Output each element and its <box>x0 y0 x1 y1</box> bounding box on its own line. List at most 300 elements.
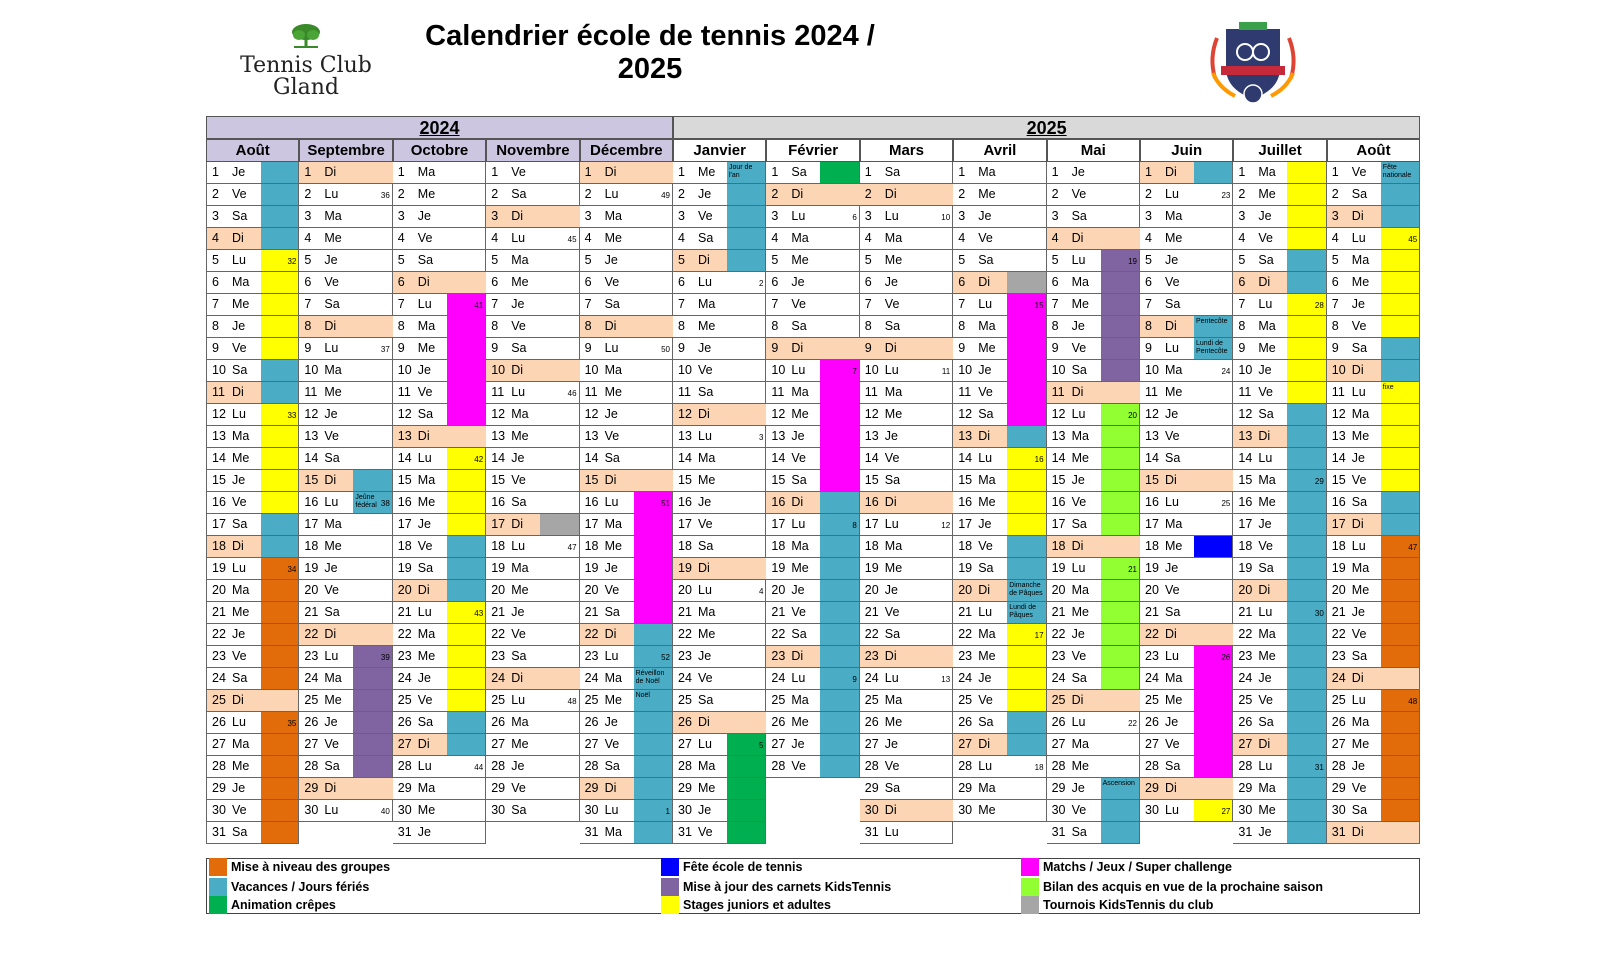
day-number: 4 <box>1238 231 1246 245</box>
weekday-abbr: Lu <box>1165 803 1179 817</box>
day-label <box>304 272 339 293</box>
day-number: 28 <box>304 759 319 773</box>
weekday-abbr: Ve <box>978 693 993 707</box>
weekday-abbr: Ma <box>511 715 529 729</box>
day-number: 29 <box>1238 781 1253 795</box>
month-header: Janvier <box>673 139 766 162</box>
day-number: 30 <box>397 803 412 817</box>
weekday-abbr: Je <box>232 781 246 795</box>
week-number: 49 <box>661 191 670 200</box>
weekday-abbr: Ma <box>417 319 436 333</box>
day-cell <box>766 316 859 338</box>
day-cell <box>673 228 766 250</box>
day-cell <box>206 778 299 800</box>
weekday-abbr: Di <box>1351 671 1364 685</box>
day-label <box>771 734 804 755</box>
weekday-abbr: Me <box>604 385 622 399</box>
weekday-abbr: Lu <box>698 275 712 289</box>
day-label <box>398 580 430 601</box>
weekday-abbr: Me <box>1165 385 1183 399</box>
day-label <box>865 580 898 601</box>
day-label <box>1052 624 1085 645</box>
legend-item <box>1021 858 1232 876</box>
day-cell <box>206 558 299 580</box>
day-number: 12 <box>212 407 226 421</box>
day-label <box>1052 756 1089 777</box>
weekday-abbr: Lu <box>324 495 339 509</box>
day-number: 1 <box>1238 165 1246 179</box>
day-number: 8 <box>1238 319 1246 333</box>
day-cell <box>860 404 953 426</box>
day-cell <box>673 448 766 470</box>
day-number: 1 <box>1145 165 1152 179</box>
day-label <box>865 426 898 447</box>
day-label <box>398 624 435 645</box>
day-number: 28 <box>678 759 692 773</box>
weekday-abbr: Ve <box>791 605 806 619</box>
day-cell <box>299 162 392 184</box>
day-number: 14 <box>958 451 973 465</box>
day-number: 11 <box>1051 385 1065 399</box>
day-label <box>1052 404 1086 425</box>
weekday-abbr: Me <box>1165 231 1183 245</box>
weekday-abbr: Je <box>232 473 246 487</box>
day-cell <box>486 646 579 668</box>
day-number: 21 <box>491 605 506 619</box>
day-cell <box>860 734 953 756</box>
day-number: 4 <box>1145 231 1152 245</box>
day-number: 9 <box>304 341 312 355</box>
day-label <box>398 294 432 315</box>
day-number: 11 <box>958 385 972 399</box>
weekday-abbr: Me <box>511 583 529 597</box>
week-number: 34 <box>287 565 297 574</box>
day-number: 1 <box>397 165 405 179</box>
day-label <box>212 272 249 293</box>
week-number: 2 <box>758 279 764 288</box>
day-number: 29 <box>1331 781 1346 795</box>
day-number: 11 <box>397 385 411 399</box>
day-number: 21 <box>397 605 412 619</box>
weekday-abbr: Lu <box>1165 341 1179 355</box>
day-label <box>212 822 247 843</box>
day-label <box>585 514 622 535</box>
day-cell <box>1327 800 1420 822</box>
weekday-abbr: Lu <box>232 407 246 421</box>
day-color-mark <box>1007 404 1045 425</box>
day-cell <box>393 360 486 382</box>
weekday-abbr: Ma <box>884 539 903 553</box>
day-cell <box>1233 536 1326 558</box>
day-number: 24 <box>958 671 973 685</box>
day-label <box>1145 558 1178 579</box>
weekday-abbr: Sa <box>232 363 248 377</box>
weekday-abbr: Di <box>884 649 897 663</box>
day-number: 30 <box>584 803 599 817</box>
day-cell <box>1233 426 1326 448</box>
day-number: 20 <box>958 583 973 597</box>
weekday-abbr: Ma <box>698 451 716 465</box>
weekday-abbr: Lu <box>791 209 806 223</box>
day-color-mark <box>1007 514 1045 535</box>
day-number: 4 <box>678 231 685 245</box>
day-number: 22 <box>1331 627 1346 641</box>
day-label <box>1052 602 1089 623</box>
day-label <box>304 470 336 491</box>
weekday-abbr: Me <box>417 341 436 355</box>
weekday-abbr: Je <box>324 253 338 267</box>
day-cell <box>1327 162 1420 184</box>
day-color-mark <box>540 514 578 535</box>
day-cell <box>299 558 392 580</box>
weekday-abbr: Di <box>604 165 617 179</box>
weekday-abbr: Sa <box>884 165 901 179</box>
day-color-mark <box>820 382 858 403</box>
day-number: 31 <box>212 825 226 839</box>
day-cell <box>860 558 953 580</box>
day-cell <box>953 360 1046 382</box>
day-color-mark <box>1007 558 1045 579</box>
day-label <box>585 668 622 689</box>
day-number: 26 <box>584 715 599 729</box>
day-label <box>1238 712 1273 733</box>
day-label <box>304 162 336 183</box>
day-cell <box>673 184 766 206</box>
weekday-abbr: Di <box>1071 539 1084 553</box>
day-cell <box>1047 734 1140 756</box>
weekday-abbr: Je <box>604 561 618 575</box>
weekday-abbr: Ve <box>1071 495 1087 509</box>
day-label <box>585 536 622 557</box>
day-cell <box>1327 624 1420 646</box>
weekday-abbr: Di <box>978 737 990 751</box>
day-number: 10 <box>304 363 319 377</box>
weekday-abbr: Di <box>1258 275 1271 289</box>
weekday-abbr: Me <box>1258 341 1276 355</box>
day-number: 20 <box>678 583 692 597</box>
day-number: 12 <box>771 407 786 421</box>
day-label <box>1238 338 1275 359</box>
day-cell <box>673 382 766 404</box>
day-color-mark <box>261 492 298 513</box>
weekday-abbr: Ve <box>791 297 806 311</box>
weekday-abbr: Ma <box>1071 737 1089 751</box>
day-cell <box>1140 558 1233 580</box>
day-number: 3 <box>1051 209 1059 223</box>
weekday-abbr: Me <box>604 539 622 553</box>
day-number: 25 <box>212 693 226 707</box>
day-label <box>212 184 247 205</box>
day-label <box>958 382 993 403</box>
weekday-abbr: Me <box>232 297 250 311</box>
day-number: 4 <box>1051 231 1059 245</box>
day-label <box>212 250 246 271</box>
day-number: 13 <box>212 429 226 443</box>
day-color-mark <box>727 822 765 843</box>
day-number: 2 <box>491 187 499 201</box>
day-label <box>1332 668 1364 689</box>
day-label <box>585 800 619 821</box>
weekday-abbr: Je <box>791 583 805 597</box>
day-label <box>304 646 338 667</box>
day-label <box>865 228 902 249</box>
day-number: 13 <box>1051 429 1066 443</box>
day-label <box>958 228 993 249</box>
weekday-abbr: Di <box>324 627 337 641</box>
weekday-abbr: Je <box>1071 165 1085 179</box>
day-label <box>1238 668 1271 689</box>
weekday-abbr: Ma <box>511 407 529 421</box>
day-color-mark <box>1287 822 1325 843</box>
day-cell <box>580 404 673 426</box>
legend-swatch <box>661 878 679 896</box>
weekday-abbr: Me <box>978 187 996 201</box>
day-number: 23 <box>1145 649 1159 663</box>
weekday-abbr: Ma <box>511 561 529 575</box>
week-number: 45 <box>1408 235 1418 244</box>
day-cell <box>766 712 859 734</box>
day-number: 15 <box>212 473 226 487</box>
day-label <box>958 184 995 205</box>
day-color-mark <box>1101 470 1139 491</box>
day-label <box>1145 360 1182 381</box>
day-cell <box>1327 602 1420 624</box>
day-color-mark <box>820 448 858 469</box>
day-label <box>958 250 993 271</box>
day-number: 11 <box>212 385 225 399</box>
weekday-abbr: Me <box>698 627 716 641</box>
day-cell <box>1327 470 1420 492</box>
day-cell <box>1327 316 1420 338</box>
day-label <box>1332 162 1367 183</box>
day-number: 29 <box>958 781 973 795</box>
day-number: 24 <box>397 671 412 685</box>
day-color-mark <box>261 382 298 403</box>
day-cell <box>299 756 392 778</box>
day-number: 12 <box>958 407 973 421</box>
day-cell <box>860 228 953 250</box>
day-label <box>1052 558 1086 579</box>
day-number: 20 <box>212 583 226 597</box>
day-label <box>1238 470 1275 491</box>
weekday-abbr: Ma <box>1258 781 1276 795</box>
day-cell <box>486 558 579 580</box>
day-cell <box>673 558 766 580</box>
day-cell <box>486 228 579 250</box>
day-label <box>1145 778 1177 799</box>
weekday-abbr: Je <box>791 737 805 751</box>
weekday-abbr: Lu <box>978 759 993 773</box>
day-number: 16 <box>304 495 319 509</box>
day-cell <box>393 536 486 558</box>
weekday-abbr: Sa <box>604 451 620 465</box>
day-label <box>1145 712 1178 733</box>
weekday-abbr: Ma <box>232 583 250 597</box>
day-number: 21 <box>304 605 319 619</box>
day-number: 21 <box>584 605 599 619</box>
weekday-abbr: Ve <box>511 473 526 487</box>
day-number: 23 <box>771 649 786 663</box>
day-color-mark <box>1381 470 1419 491</box>
day-color-mark <box>820 602 858 623</box>
day-label <box>1238 800 1275 821</box>
day-number: 3 <box>1331 209 1339 223</box>
weekday-abbr: Sa <box>604 297 620 311</box>
day-number: 12 <box>491 407 506 421</box>
legend-item <box>661 896 831 914</box>
day-number: 16 <box>958 495 973 509</box>
day-cell <box>580 184 673 206</box>
day-cell <box>860 668 953 690</box>
day-cell <box>206 602 299 624</box>
day-label <box>678 228 713 249</box>
legend-item <box>1021 878 1323 896</box>
year-header-2024: 2024 <box>206 116 673 139</box>
day-label <box>1332 316 1367 337</box>
day-number: 25 <box>584 693 599 707</box>
day-color-mark <box>447 690 485 711</box>
day-note: Dimanche de Pâques <box>1009 582 1043 597</box>
day-label <box>1145 316 1177 337</box>
day-cell <box>299 778 392 800</box>
weekday-abbr: Sa <box>1351 649 1368 663</box>
weekday-abbr: Ve <box>417 539 433 553</box>
day-cell <box>860 822 953 844</box>
weekday-abbr: Di <box>1351 209 1364 223</box>
weekday-abbr: Lu <box>884 517 899 531</box>
day-label <box>1238 426 1270 447</box>
day-number: 15 <box>491 473 506 487</box>
day-number: 17 <box>678 517 692 531</box>
day-label <box>585 294 620 315</box>
day-label <box>398 272 430 293</box>
day-cell <box>860 250 953 272</box>
day-cell <box>673 162 766 184</box>
legend-label: Stages juniors et adultes <box>683 898 831 912</box>
weekday-abbr: Di <box>698 715 710 729</box>
day-label <box>491 690 525 711</box>
day-color-mark <box>261 294 298 315</box>
day-label <box>958 668 991 689</box>
weekday-abbr: Ma <box>1071 583 1089 597</box>
legend-label: Vacances / Jours fériés <box>231 880 370 894</box>
day-number: 17 <box>1331 517 1346 531</box>
day-cell <box>860 338 953 360</box>
day-cell <box>393 668 486 690</box>
weekday-abbr: Sa <box>791 165 807 179</box>
legend-label: Mise à jour des carnets KidsTennis <box>683 880 892 894</box>
weekday-abbr: Sa <box>417 561 434 575</box>
day-label <box>771 624 806 645</box>
day-number: 28 <box>1051 759 1066 773</box>
day-cell <box>393 382 486 404</box>
weekday-abbr: Me <box>698 473 716 487</box>
weekday-abbr: Me <box>232 605 250 619</box>
day-number: 25 <box>1051 693 1066 707</box>
day-label <box>304 294 339 315</box>
day-number: 29 <box>1145 781 1159 795</box>
day-number: 24 <box>212 671 226 685</box>
day-label <box>865 822 899 843</box>
day-cell <box>953 756 1046 778</box>
weekday-abbr: Sa <box>698 539 714 553</box>
day-color-mark <box>261 228 298 249</box>
day-color-mark <box>1381 272 1419 293</box>
legend-swatch <box>1021 858 1039 876</box>
weekday-abbr: Je <box>511 605 525 619</box>
day-cell <box>393 690 486 712</box>
weekday-abbr: Sa <box>884 473 901 487</box>
day-number: 9 <box>1238 341 1246 355</box>
day-label <box>398 756 432 777</box>
weekday-abbr: Ve <box>1165 737 1180 751</box>
day-cell <box>953 536 1046 558</box>
weekday-abbr: Lu <box>1071 407 1086 421</box>
day-label <box>771 668 805 689</box>
weekday-abbr: Sa <box>978 253 994 267</box>
day-cell <box>766 426 859 448</box>
day-color-mark <box>1101 338 1139 359</box>
day-color-mark <box>1287 624 1325 645</box>
day-number: 9 <box>771 341 779 355</box>
day-number: 19 <box>1238 561 1253 575</box>
day-label <box>491 228 525 249</box>
weekday-abbr: Lu <box>698 737 712 751</box>
day-color-mark <box>1287 404 1325 425</box>
day-color-mark <box>1381 184 1419 205</box>
day-cell <box>206 206 299 228</box>
day-number: 17 <box>397 517 412 531</box>
weekday-abbr: Ma <box>978 627 996 641</box>
weekday-abbr: Lu <box>604 803 619 817</box>
day-number: 21 <box>678 605 692 619</box>
day-number: 13 <box>864 429 879 443</box>
day-color-mark <box>1287 184 1325 205</box>
day-number: 8 <box>397 319 405 333</box>
month-header: Mai <box>1047 139 1140 162</box>
day-number: 1 <box>771 165 779 179</box>
day-label <box>304 580 339 601</box>
day-number: 26 <box>1145 715 1159 729</box>
day-cell <box>953 558 1046 580</box>
day-cell <box>1140 514 1233 536</box>
day-cell <box>393 624 486 646</box>
day-label <box>1238 404 1273 425</box>
day-label <box>212 206 247 227</box>
day-cell <box>1140 712 1233 734</box>
day-number: 30 <box>958 803 973 817</box>
weekday-abbr: Ma <box>604 209 622 223</box>
day-label <box>491 294 524 315</box>
day-cell <box>1327 668 1420 690</box>
day-cell <box>206 712 299 734</box>
day-label <box>1332 448 1365 469</box>
day-label <box>771 360 805 381</box>
day-cell <box>1233 778 1326 800</box>
day-cell <box>860 624 953 646</box>
weekday-abbr: Di <box>324 319 337 333</box>
day-label <box>1145 800 1179 821</box>
legend-item <box>661 858 802 876</box>
day-number: 11 <box>771 385 785 399</box>
day-number: 6 <box>1238 275 1246 289</box>
day-number: 14 <box>304 451 319 465</box>
day-color-mark <box>1194 668 1232 689</box>
month-header: Mars <box>860 139 953 162</box>
weekday-abbr: Ve <box>698 209 713 223</box>
weekday-abbr: Sa <box>1351 341 1368 355</box>
shield-badge-icon <box>1205 18 1301 108</box>
